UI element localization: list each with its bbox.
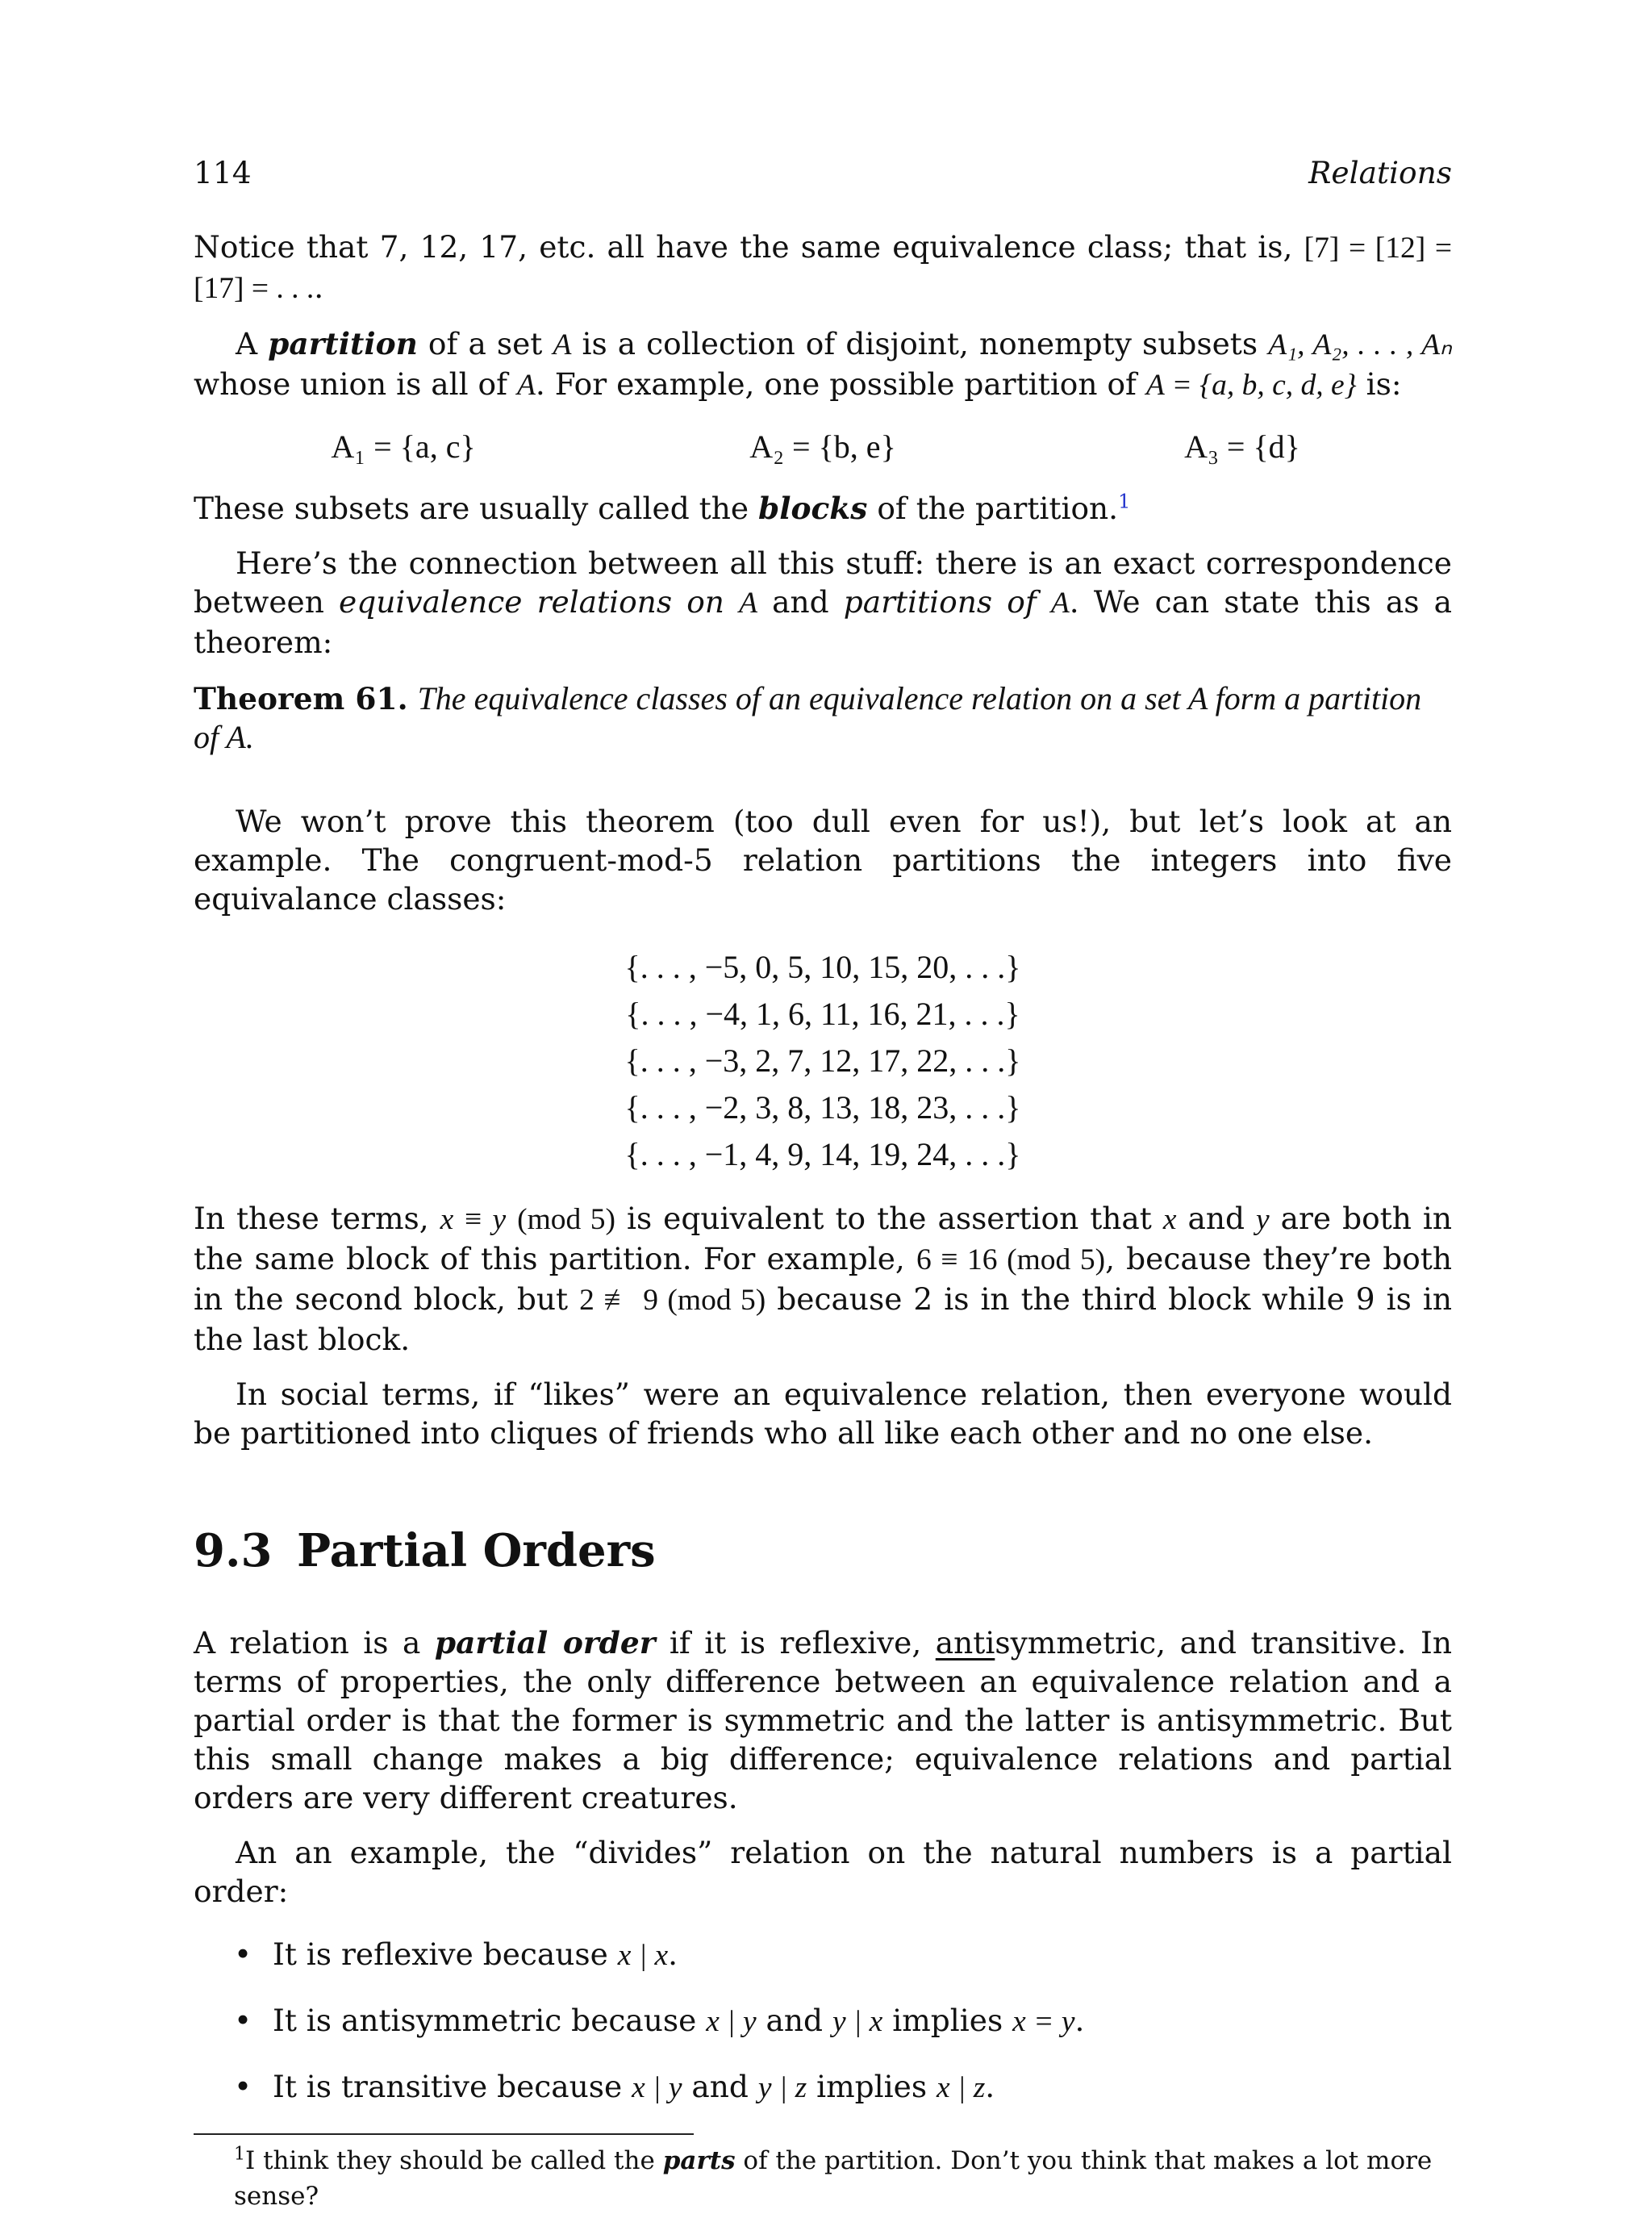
page-number: 114 xyxy=(194,155,252,190)
paragraph-partition-definition: A partition of a set A is a collection of disjoint, nonempty subsets A₁, A₂, . . . , Aₙ whose union is all of A. For example, one possible partition of A = {a, b, c, d, e} is: xyxy=(194,326,1452,402)
list-item: • It is transitive because x | y and y | z implies x | z. xyxy=(234,2069,995,2104)
term-partial-order: partial order xyxy=(434,1625,656,1660)
equivalence-class-row: {. . . , −1, 4, 9, 14, 19, 24, . . .} xyxy=(624,1136,1021,1172)
theorem-heading: Theorem 61. xyxy=(194,681,408,716)
partition-block-3: A₃ = {d} xyxy=(1184,428,1300,465)
term-blocks: blocks xyxy=(757,491,868,526)
term-partition: partition xyxy=(268,326,418,361)
footnote-mark: 1 xyxy=(234,2144,245,2165)
paragraph-equivalence-class: Notice that 7, 12, 17, etc. all have the same equivalence class; that is, [7] = [12] = [17] = . . .. xyxy=(194,229,1452,305)
section-number: 9.3 xyxy=(194,1524,273,1577)
paragraph-in-these-terms: In these terms, x ≡ y (mod 5) is equivalent to the assertion that x and y are both in the same block of this partition. For example, 6 ≡ 16 (mod 5), because they’re both in the second block, but 2 ≢ 9 (mod 5) because 2 is in the third block while 9 is in the last block. xyxy=(194,1201,1453,1357)
equivalence-classes-list xyxy=(194,944,1452,1178)
paragraph-example-mod5: We won’t prove this theorem (too dull even for us!), but let’s look at an example. The congruent-mod-5 relation partitions the integers into five equivalance classes: xyxy=(194,804,1452,917)
equivalence-class-row: {. . . , −2, 3, 8, 13, 18, 23, . . .} xyxy=(624,1089,1021,1126)
math-subsets: A₁, A₂, . . . , Aₙ xyxy=(1268,328,1452,361)
running-title: Relations xyxy=(1308,155,1452,190)
theorem-statement: The equivalence classes of an equivalence relation on a set A form a partition of A. xyxy=(194,680,1422,755)
theorem-61 xyxy=(194,679,1452,757)
paragraph-social-terms: In social terms, if “likes” were an equivalence relation, then everyone would be partitioned into cliques of friends who all like each other and no one else. xyxy=(194,1376,1452,1451)
equivalence-class-row: {. . . , −3, 2, 7, 12, 17, 22, . . .} xyxy=(624,1042,1021,1079)
partition-block-1: A₁ = {a, c} xyxy=(331,428,476,465)
list-item: • It is reflexive because x | x. xyxy=(234,1936,678,1972)
properties-list xyxy=(234,1935,1452,2107)
paragraph-connection: Here’s the connection between all this stuff: there is an exact correspondence between equivalence relations on A and partitions of A. We can state this as a theorem: xyxy=(194,545,1452,660)
term-parts: parts xyxy=(662,2146,736,2175)
equivalence-class-row: {. . . , −5, 0, 5, 10, 15, 20, . . .} xyxy=(624,949,1021,985)
partition-example xyxy=(194,428,1452,466)
section-title: Partial Orders xyxy=(297,1524,656,1577)
math-set-A: A = {a, b, c, d, e} xyxy=(1145,369,1357,402)
document-page xyxy=(194,153,1452,2214)
math-class-equality: [7] = [12] = [17] = . . . xyxy=(194,232,1452,305)
equivalence-class-row: {. . . , −4, 1, 6, 11, 16, 21, . . .} xyxy=(625,996,1020,1032)
footnote: $^1$I think they should be called the parts of the partition. Don’t you think that makes a lot more sense? xyxy=(234,2144,1433,2211)
paragraph-blocks: These subsets are usually called the blocks of the partition.$^1$ xyxy=(194,490,1131,526)
section-heading xyxy=(194,1525,1452,1577)
partition-block-2: A₂ = {b, e} xyxy=(749,428,896,465)
footnote-reference[interactable]: 1 xyxy=(1118,490,1131,513)
underlined-anti: anti xyxy=(935,1625,995,1660)
paragraph-partial-order-definition: A relation is a partial order if it is reflexive, antisymmetric, and transitive. In terms of properties, the only difference between an equivalence relation and a partial order is that the former is symmetric and the latter is antisymmetric. But this small change makes a big difference; equivalence relations and partial orders are very different creatures. xyxy=(194,1625,1452,1815)
page-header xyxy=(194,153,1452,192)
footnote-divider xyxy=(194,2133,694,2135)
list-item: • It is antisymmetric because x | y and y | x implies x = y. xyxy=(234,2003,1085,2038)
paragraph-divides-example: An an example, the “divides” relation on the natural numbers is a partial order: xyxy=(194,1835,1452,1909)
